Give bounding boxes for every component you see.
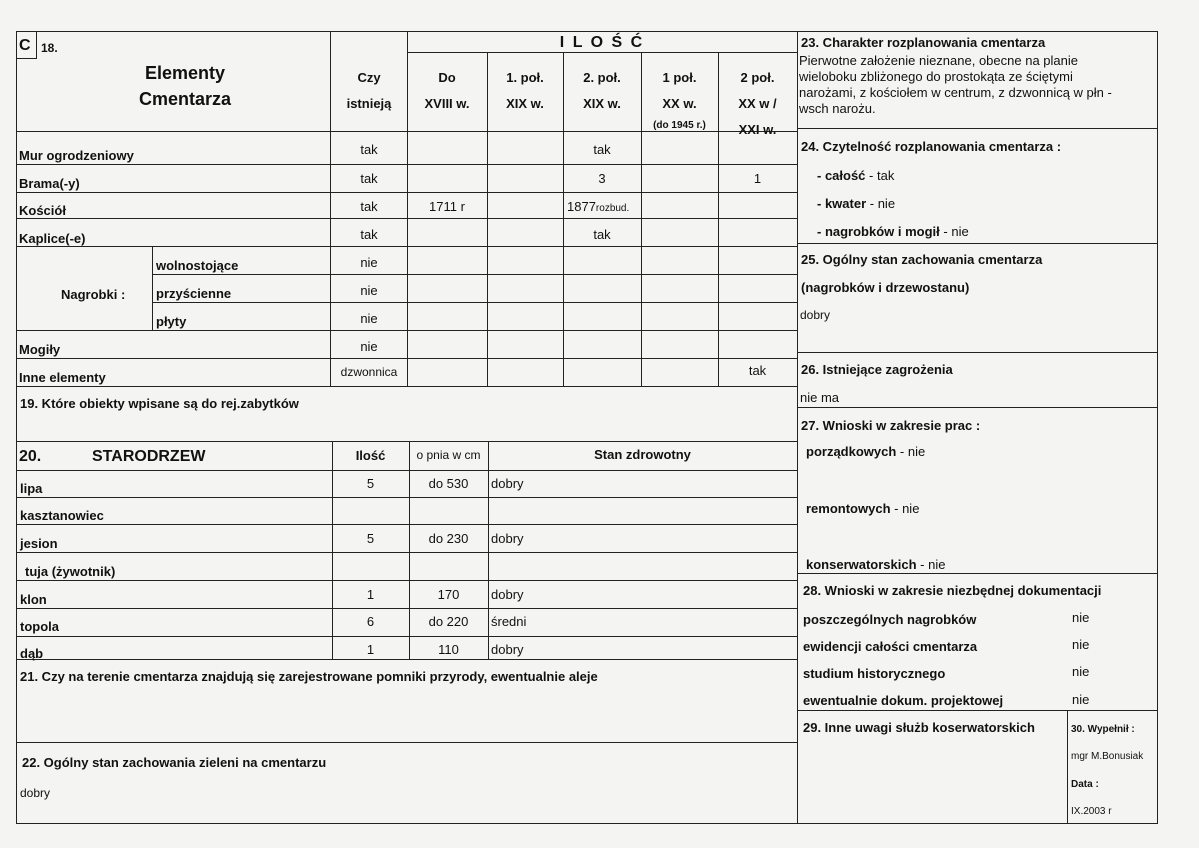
q25-value: dobry — [800, 308, 831, 322]
graves-label: Mogiły — [19, 342, 61, 357]
q28-label: 28. Wnioski w zakresie niezbędnej dokumentacji — [803, 583, 1102, 598]
tree-name: kasztanowiec — [20, 508, 104, 523]
element-label: Brama(-y) — [19, 176, 80, 191]
period-header-1: 1. poł. XIX w. — [506, 70, 544, 111]
element-value: 1711 r — [429, 199, 465, 214]
q28-item-value: nie — [1072, 692, 1090, 707]
q28-item-value: nie — [1072, 664, 1090, 679]
q23-text: Pierwotne założenie nieznane, obecne na planie wieloboku zbliżonego do prostokąta ze ściętymi narożami, z kościołem w centrum, z dzwonnicą w płn - wsch narożu. — [799, 53, 1112, 116]
line-bottom — [16, 823, 1157, 824]
tree-girth: do 230 — [428, 531, 469, 546]
tree-count: 1 — [366, 587, 375, 602]
element-label: Kaplice(-e) — [19, 231, 86, 246]
other-exists: dzwonnica — [340, 365, 398, 379]
trees-number: 20. — [19, 448, 42, 465]
q28-item-label: studium historycznego — [803, 666, 946, 681]
q25-sub: (nagrobków i drzewostanu) — [801, 280, 970, 295]
line-right — [1157, 31, 1158, 824]
tree-health: średni — [491, 614, 527, 629]
tree-name: tuja (żywotnik) — [25, 564, 116, 579]
element-exists: tak — [360, 171, 378, 186]
element-value: tak — [593, 227, 611, 242]
line-top — [16, 31, 1157, 32]
line-ilosc-sub — [407, 52, 797, 53]
element-value: tak — [593, 142, 611, 157]
q30-date-label: Data : — [1071, 779, 1099, 790]
q30-date: IX.2003 r — [1071, 806, 1112, 817]
element-value: 1 — [753, 171, 762, 186]
tree-name: lipa — [20, 481, 43, 496]
q29-label: 29. Inne uwagi służb koserwatorskich — [803, 720, 1035, 735]
q27-item: remontowych - nie — [806, 501, 920, 516]
tree-count: 1 — [366, 642, 375, 657]
box-letter: C — [19, 37, 31, 54]
trees-girth-header: o pnia w cm — [416, 448, 481, 462]
q25-label: 25. Ogólny stan zachowania cmentarza — [801, 252, 1043, 267]
tree-health: dobry — [491, 587, 524, 602]
line-left — [16, 31, 17, 824]
element-value: 1877rozbud. — [567, 199, 630, 214]
q28-item-label: ewentualnie dokum. projektowej — [803, 693, 1004, 708]
tree-count: 5 — [366, 531, 375, 546]
tree-count: 6 — [366, 614, 375, 629]
section-number: 18. — [41, 41, 58, 55]
period-header-4: 2 poł. XX w / XXI w. — [738, 70, 777, 137]
period-header-3: 1 poł. XX w. (do 1945 r.) — [653, 70, 706, 131]
q30-label: 30. Wypełnił : — [1071, 724, 1135, 735]
trees-count-header: Ilość — [355, 448, 386, 463]
tombstone-exists: nie — [360, 311, 378, 326]
q22-value: dobry — [20, 786, 51, 800]
other-label: Inne elementy — [19, 370, 106, 385]
q24-label: 24. Czytelność rozplanowania cmentarza : — [801, 139, 1062, 154]
element-exists: tak — [360, 199, 378, 214]
q24-item: - nagrobków i mogił - nie — [817, 224, 969, 239]
q27-item: konserwatorskich - nie — [806, 557, 946, 572]
element-label: Mur ogrodzeniowy — [19, 148, 134, 163]
q28-item-value: nie — [1072, 610, 1090, 625]
tree-name: klon — [20, 592, 47, 607]
q28-item-label: ewidencji całości cmentarza — [803, 639, 978, 654]
elements-title: Elementy Cmentarza — [138, 63, 232, 109]
q26-label: 26. Istniejące zagrożenia — [801, 362, 953, 377]
tombstone-exists: nie — [360, 283, 378, 298]
tree-girth: 110 — [438, 642, 459, 657]
q24-item: - całość - tak — [817, 168, 895, 183]
line-divider — [797, 31, 798, 824]
element-exists: tak — [360, 142, 378, 157]
tree-health: dobry — [491, 642, 524, 657]
tree-girth: do 220 — [428, 614, 469, 629]
tombstones-label: Nagrobki : — [61, 287, 126, 302]
tree-health: dobry — [491, 531, 524, 546]
q21-label: 21. Czy na terenie cmentarza znajdują się zarejestrowane pomniki przyrody, ewentualnie aleje — [20, 669, 598, 684]
q26-value: nie ma — [800, 390, 840, 405]
quantity-title: I L O Ś Ć — [559, 34, 645, 51]
q28-item-value: nie — [1072, 637, 1090, 652]
graves-exists: nie — [360, 339, 378, 354]
trees-health-header: Stan zdrowotny — [594, 447, 691, 462]
q27-label: 27. Wnioski w zakresie prac : — [801, 418, 981, 433]
period-header-0: Do XVIII w. — [424, 70, 470, 111]
q22-label: 22. Ogólny stan zachowania zieleni na cmentarzu — [22, 755, 327, 770]
element-exists: tak — [360, 227, 378, 242]
tree-health: dobry — [491, 476, 524, 491]
tree-count: 5 — [366, 476, 375, 491]
element-label: Kościół — [19, 203, 66, 218]
tree-name: dąb — [20, 646, 44, 661]
q27-item: porządkowych - nie — [806, 444, 926, 459]
trees-title: STARODRZEW — [92, 448, 206, 465]
q24-item: - kwater - nie — [817, 196, 896, 211]
element-value: 3 — [598, 171, 606, 186]
q28-item-label: poszczególnych nagrobków — [803, 612, 977, 627]
exists-header: Czy istnieją — [346, 70, 392, 111]
tree-name: topola — [20, 619, 59, 634]
q30-name: mgr M.Bonusiak — [1071, 751, 1144, 762]
tombstone-type: przyścienne — [156, 286, 232, 301]
tree-girth: do 530 — [428, 476, 469, 491]
other-value: tak — [748, 363, 767, 378]
tombstone-type: wolnostojące — [156, 258, 239, 273]
tree-name: jesion — [20, 536, 58, 551]
q19-label: 19. Które obiekty wpisane są do rej.zabytków — [20, 396, 299, 411]
tombstone-exists: nie — [360, 255, 378, 270]
tree-girth: 170 — [437, 587, 460, 602]
tombstone-type: płyty — [156, 314, 187, 329]
q23-label: 23. Charakter rozplanowania cmentarza — [801, 35, 1046, 50]
period-header-2: 2. poł. XIX w. — [583, 70, 621, 111]
